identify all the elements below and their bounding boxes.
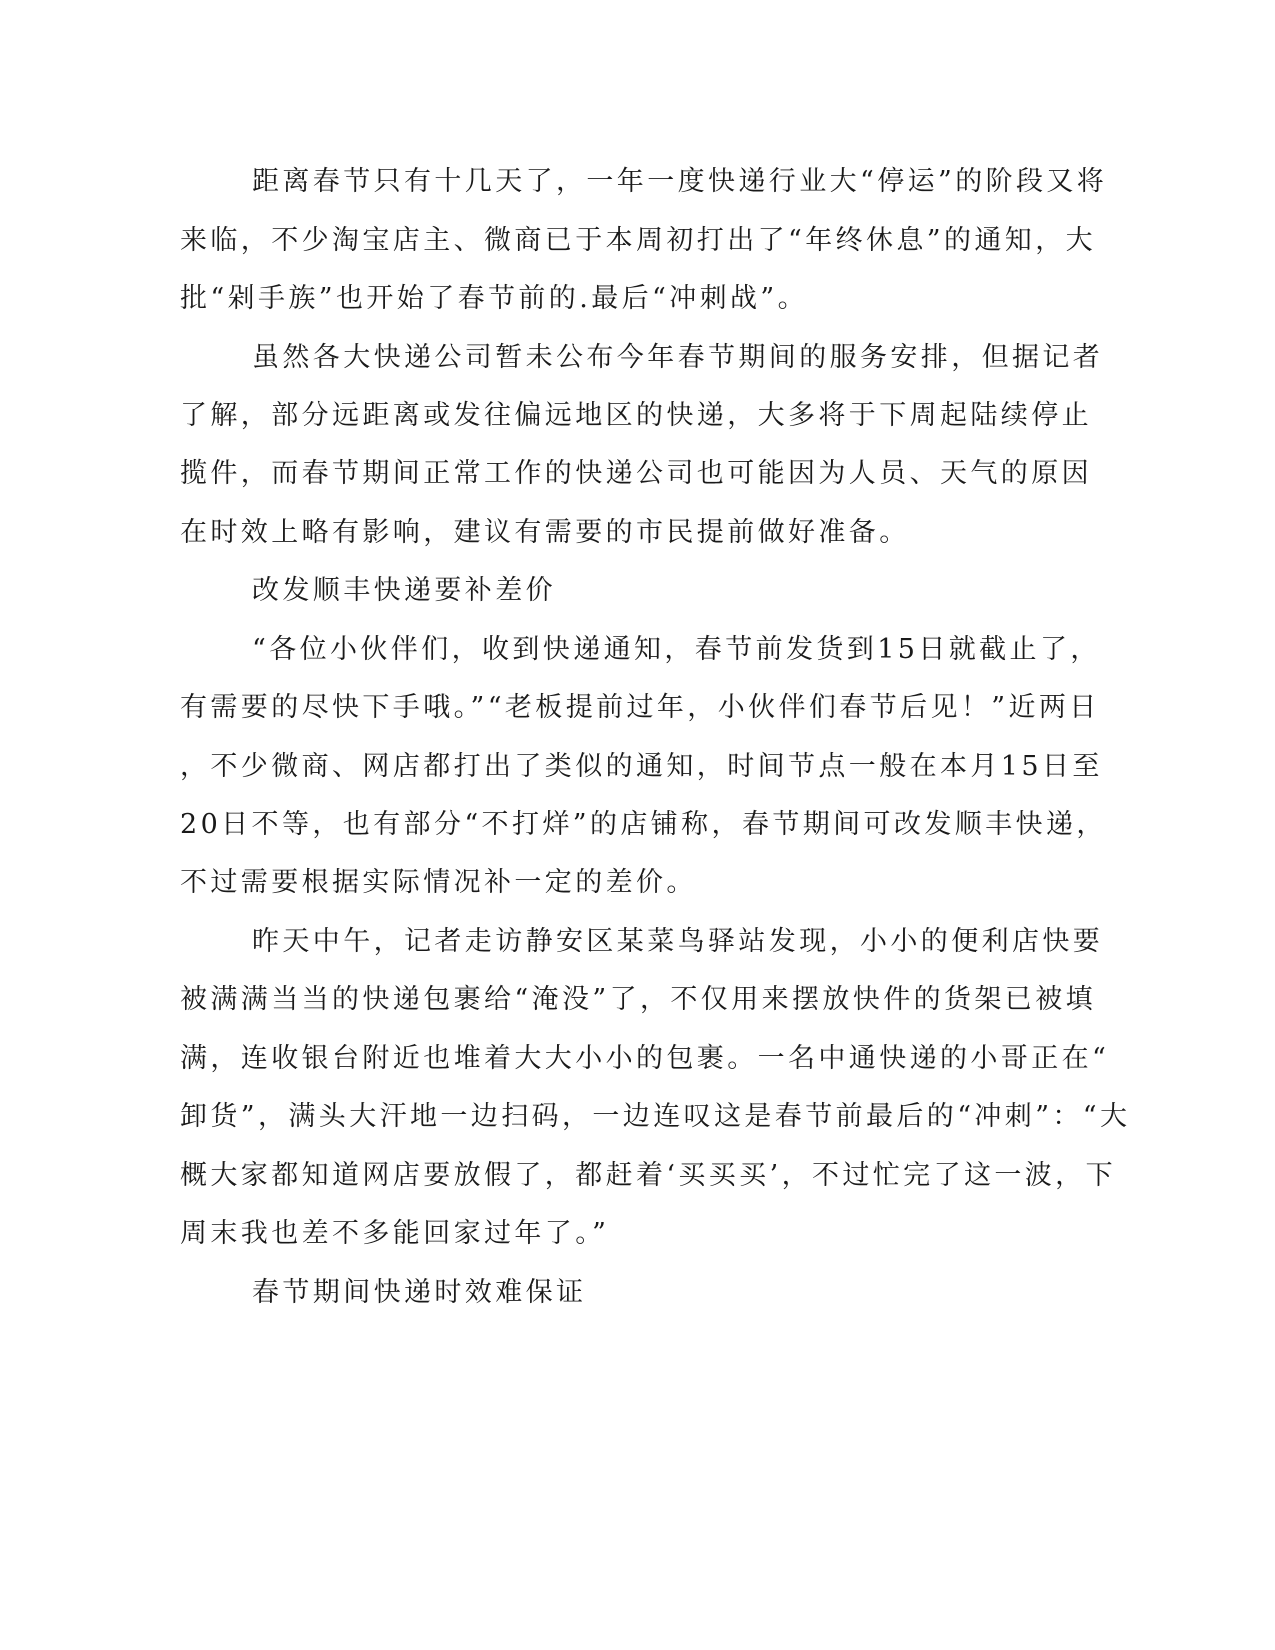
text-line: 了解，部分远距离或发往偏远地区的快递，大多将于下周起陆续停止	[180, 400, 1092, 431]
text-line: 距离春节只有十几天了，一年一度快递行业大“停运”的阶段又将	[252, 166, 1108, 197]
text-line: 被满满当当的快递包裹给“淹没”了，不仅用来摆放快件的货架已被填	[180, 984, 1097, 1015]
section-heading: 改发顺丰快递要补差价	[252, 575, 556, 606]
text-line: 20日不等，也有部分“不打烊”的店铺称，春节期间可改发顺丰快递，	[180, 809, 1107, 840]
text-line: 不过需要根据实际情况补一定的差价。	[180, 867, 697, 898]
text-line: ，不少微商、网店都打出了类似的通知，时间节点一般在本月15日至	[180, 751, 1103, 782]
text-line: 有需要的尽快下手哦。”“老板提前过年，小伙伴们春节后见！”近两日	[180, 692, 1100, 723]
text-line: 周末我也差不多能回家过年了。”	[180, 1218, 610, 1249]
text-line: 虽然各大快递公司暂未公布今年春节期间的服务安排，但据记者	[252, 342, 1104, 373]
text-line: 在时效上略有影响，建议有需要的市民提前做好准备。	[180, 517, 910, 548]
section-heading: 春节期间快递时效难保证	[252, 1277, 587, 1308]
text-line: 昨天中午，记者走访静安区某菜鸟驿站发现，小小的便利店快要	[252, 926, 1104, 957]
text-line: 满，连收银台附近也堆着大大小小的包裹。一名中通快递的小哥正在“	[180, 1043, 1110, 1074]
text-line: 概大家都知道网店要放假了，都赶着‘买买买’，不过忙完了这一波，下	[180, 1160, 1116, 1191]
text-line: 卸货”，满头大汗地一边扫码，一边连叹这是春节前最后的“冲刺”：“大	[180, 1101, 1131, 1132]
text-line: 批“剁手族”也开始了春节前的.最后“冲刺战”。	[180, 283, 808, 314]
text-line: 揽件，而春节期间正常工作的快递公司也可能因为人员、天气的原因	[180, 458, 1092, 489]
text-line: 来临，不少淘宝店主、微商已于本周初打出了“年终休息”的通知，大	[180, 225, 1097, 256]
text-line: “各位小伙伴们，收到快递通知，春节前发货到15日就截止了，	[252, 634, 1101, 665]
